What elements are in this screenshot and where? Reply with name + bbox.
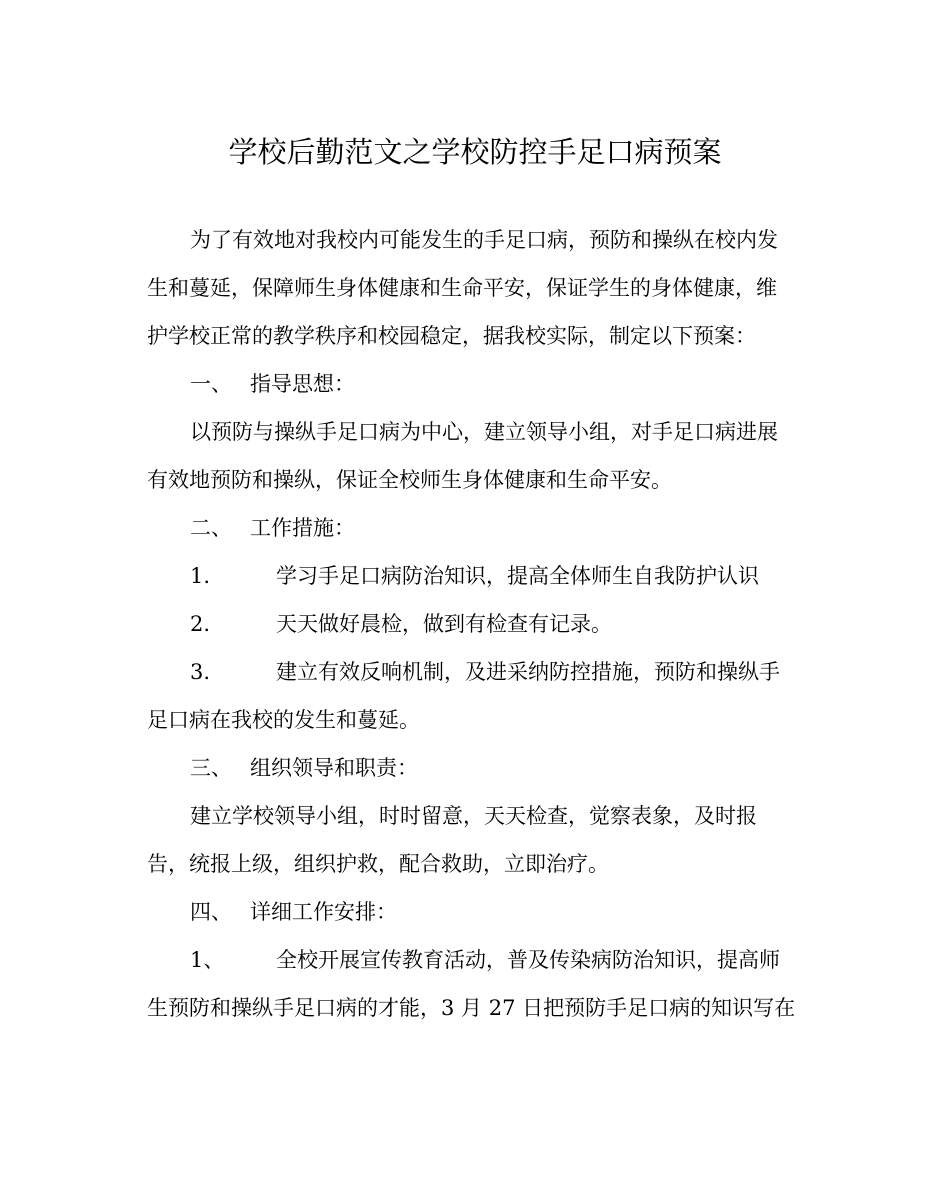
list-item-continuation: 足口病在我校的发生和蔓延。: [147, 708, 420, 732]
list-item-text: 天天做好晨检，做到有检查有记录。: [276, 612, 612, 636]
intro-line: 生和蔓延，保障师生身体健康和生命平安，保证学生的身体健康，维: [147, 276, 777, 300]
list-item-text: 全校开展宣传教育活动，普及传染病防治知识，提高师: [276, 948, 780, 972]
section-title: 指导思想：: [250, 372, 355, 396]
paragraph-line: 有效地预防和操纵，保证全校师生身体健康和生命平安。: [147, 468, 672, 492]
intro-line: 护学校正常的教学秩序和校园稳定，据我校实际，制定以下预案：: [147, 324, 756, 348]
document-body: [147, 216, 807, 1032]
list-item-number: 1、: [190, 948, 225, 972]
list-item: [147, 936, 807, 984]
section-number: 一、: [190, 372, 232, 396]
section-number: 二、: [190, 516, 232, 540]
list-item-number: 2.: [190, 612, 211, 636]
list-item: [147, 600, 807, 648]
paragraph-line: 以预防与操纵手足口病为中心，建立领导小组，对手足口病进展: [190, 420, 778, 444]
paragraph-line: 告，统报上级，组织护救，配合救助，立即治疗。: [147, 852, 609, 876]
list-item-text: 学习手足口病防治知识，提高全体师生自我防护认识: [276, 564, 759, 588]
intro-line: 为了有效地对我校内可能发生的手足口病，预防和操纵在校内发: [190, 228, 778, 252]
list-item-number: 3.: [190, 660, 211, 684]
section-title: 详细工作安排：: [250, 900, 397, 924]
section-title: 组织领导和职责：: [250, 756, 418, 780]
list-item: [147, 648, 807, 696]
section-title: 工作措施：: [250, 516, 355, 540]
list-item: [147, 552, 807, 600]
section-heading: [147, 888, 807, 936]
section-heading: [147, 744, 807, 792]
section-heading: [147, 360, 807, 408]
list-item-text: 建立有效反响机制，及进采纳防控措施，预防和操纵手: [276, 660, 780, 684]
list-item-continuation: 生预防和操纵手足口病的才能，3 月 27 日把预防手足口病的知识写在: [147, 996, 796, 1020]
document-title: 学校后勤范文之学校防控手足口病预案: [228, 135, 722, 169]
paragraph-line: 建立学校领导小组，时时留意，天天检查，觉察表象，及时报: [190, 804, 757, 828]
section-number: 四、: [190, 900, 232, 924]
list-item-number: 1.: [190, 564, 211, 588]
section-number: 三、: [190, 756, 232, 780]
section-heading: [147, 504, 807, 552]
